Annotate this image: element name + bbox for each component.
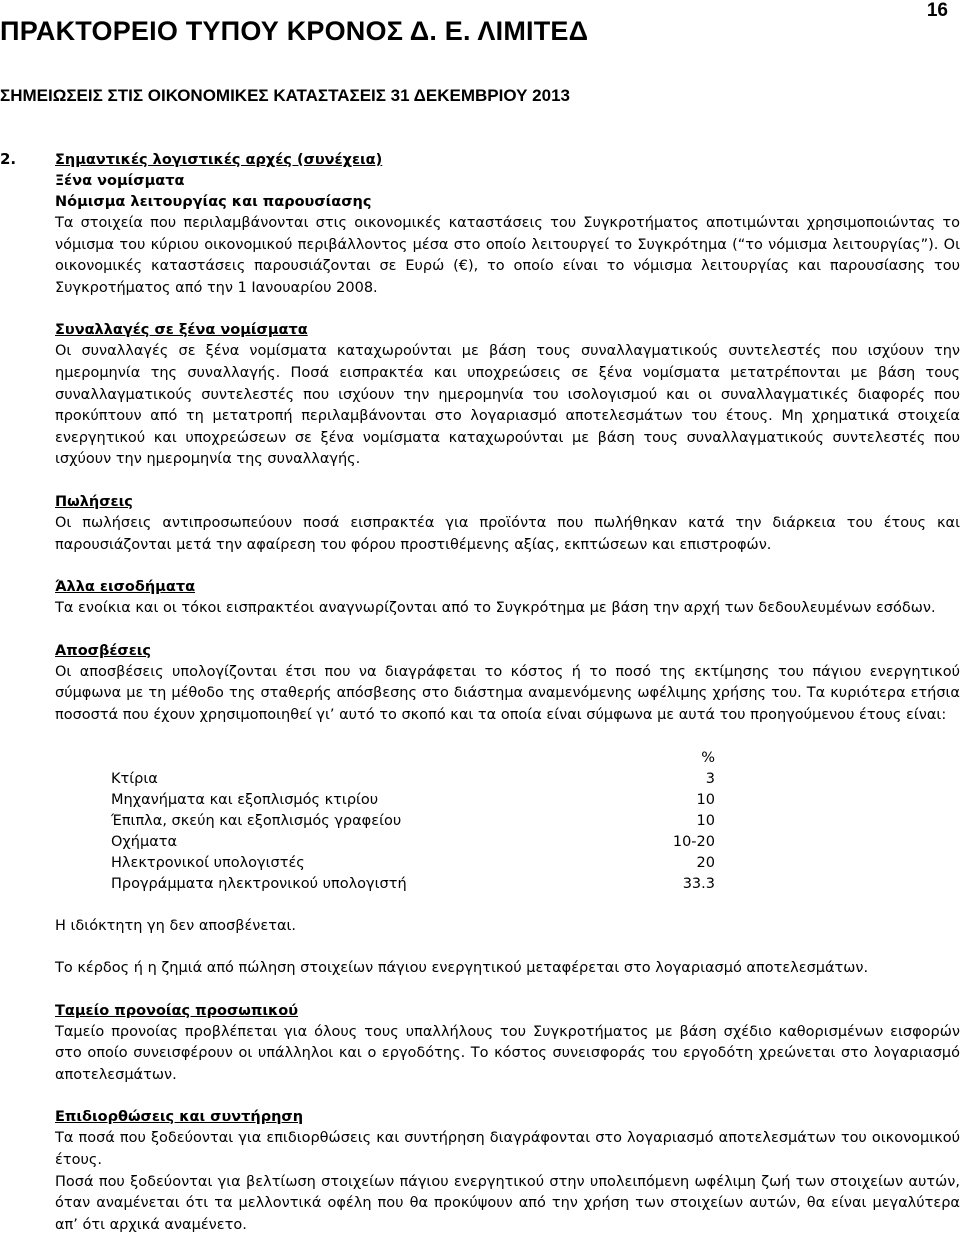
subsection-functional-currency: Νόμισμα λειτουργίας και παρουσίασης [55,194,372,210]
provident-fund-paragraph: Ταμείο προνοίας προβλέπεται για όλους τους υπαλλήλους του Συγκροτήματος με βάση σχέδιο καθορισμένων εισφορών στο οποίο συνεισφέρουν οι υπάλληλοι και ο εργοδότης. Το κόστος συνεισφοράς του εργοδότη χρεώνεται στο λογαριασμό αποτελεσμάτων. [55,1023,960,1083]
rate-row [111,811,715,832]
rate-value: 20 [696,854,715,871]
rate-row [111,769,715,790]
rate-row [111,874,715,895]
rate-label: Κτίρια [111,770,158,787]
depreciation-rates-table [111,748,715,895]
functional-currency-paragraph: Τα στοιχεία που περιλαμβάνονται στις οικονομικές καταστάσεις του Συγκροτήματος αποτιμώνται χρησιμοποιώντας το νόμισμα του κύριου οικονομικού περιβάλλοντος μέσα στο οποίο λειτουργεί το Συγκρότημα (“το νόμισμα λειτουργίας”). Οι οικονομικές καταστάσεις παρουσιάζονται σε Ευρώ (€), το οποίο είναι το νόμισμα λειτουργίας και παρουσίασης του Συγκροτήματος από την 1 Ιανουαρίου 2008. [55,215,960,296]
rate-value: 10 [696,791,715,808]
repairs-heading: Επιδιορθώσεις και συντήρηση [55,1109,304,1126]
rates-header-row [111,748,715,769]
depreciation-heading: Αποσβέσεις [55,642,152,659]
rate-label: Μηχανήματα και εξοπλισμός κτιρίου [111,791,379,808]
disposal-note: Το κέρδος ή η ζημιά από πώληση στοιχείων πάγιου ενεργητικού μεταφέρεται στο λογαριασμό αποτελεσμάτων. [55,960,869,977]
rate-row [111,853,715,874]
section-number: 2. [0,150,17,168]
rate-value: 3 [705,770,715,787]
depreciation-paragraph: Οι αποσβέσεις υπολογίζονται έτσι που να διαγράφεται το κόστος ή το ποσό της εκτίμησης του πάγιου ενεργητικού σύμφωνα με τη μέθοδο της σταθερής απόσβεσης στο διάστημα αναμενόμενης ωφέλιμης χρήσης του. Τα κυριότερα ετήσια ποσοστά που έχουν χρησιμοποιηθεί γι’ αυτό το σκοπό και τα οποία είναι σύμφωνα με αυτά του προηγούμενου έτους είναι: [55,663,960,723]
rate-row [111,832,715,853]
rate-label: Έπιπλα, σκεύη και εξοπλισμός γραφείου [111,812,402,829]
rate-value: 10-20 [672,833,715,850]
other-income-heading: Άλλα εισοδήματα [55,579,196,596]
page-number: 16 [926,0,948,21]
company-name: ΠΡΑΚΤΟΡΕΙΟ ΤΥΠΟΥ ΚΡΟΝΟΣ Δ. Ε. ΛΙΜΙΤΕΔ [0,16,589,46]
sales-paragraph: Οι πωλήσεις αντιπροσωπεύουν ποσά εισπρακτέα για προϊόντα που πωλήθηκαν κατά την διάρκεια του έτους και παρουσιάζονται μετά την αφαίρεση του φόρου προστιθέμενης αξίας, εκπτώσεων και επιστροφών. [55,514,960,553]
rate-value: 10 [696,812,715,829]
rate-value: 33.3 [682,875,715,892]
repairs-paragraph-2: Ποσά που ξοδεύονται για βελτίωση στοιχείων πάγιου ενεργητικού στην υπολειπόμενη ωφέλιμη ζωή των στοιχείων αυτών, όταν αναμένεται ότι τα μελλοντικά οφέλη που θα προκύψουν από την χρήση των στοιχείων αυτών, θα είναι μεγαλύτερα απ’ ότι αρχικά αναμένετο. [55,1173,960,1233]
rate-label: Οχήματα [111,833,178,850]
notes-subtitle: ΣΗΜΕΙΩΣΕΙΣ ΣΤΙΣ ΟΙΚΟΝΟΜΙΚΕΣ ΚΑΤΑΣΤΑΣΕΙΣ 31 ΔΕΚΕΜΒΡΙΟΥ 2013 [0,86,570,105]
percent-header: % [701,749,715,766]
rate-label: Προγράμματα ηλεκτρονικού υπολογιστή [111,875,407,892]
rate-label: Ηλεκτρονικοί υπολογιστές [111,854,305,871]
other-income-paragraph: Τα ενοίκια και οι τόκοι εισπρακτέοι αναγνωρίζονται από το Συγκρότημα με βάση την αρχή των δεδουλευμένων εσόδων. [55,600,936,617]
subsection-foreign-currency: Ξένα νομίσματα [55,173,185,189]
fx-transactions-paragraph: Οι συναλλαγές σε ξένα νομίσματα καταχωρούνται με βάση τους συναλλαγματικούς συντελεστές που ισχύουν την ημερομηνία της συναλλαγής. Ποσά εισπρακτέα και υποχρεώσεις σε ξένα νομίσματα μετατρέπονται με βάση τους συναλλαγματικούς συντελεστές που ισχύουν την ημερομηνία του ισολογισμού και οι συναλλαγματικές διαφορές που προκύπτουν από τη μετατροπή περιλαμβάνονται στο λογαριασμό αποτελεσμάτων του έτους. Μη χρηματικά στοιχεία ενεργητικού και υποχρεώσεων σε ξένα νομίσματα καταχωρούνται με βάση τους συναλλαγματικούς συντελεστές που ισχύουν την ημερομηνία της συναλλαγής. [55,343,960,468]
provident-fund-heading: Ταμείο προνοίας προσωπικού [55,1002,299,1019]
rate-row [111,790,715,811]
content-body [55,150,960,1236]
sales-heading: Πωλήσεις [55,493,133,510]
repairs-paragraph-1: Τα ποσά που ξοδεύονται για επιδιορθώσεις και συντήρηση διαγράφονται στο λογαριασμό αποτελεσμάτων του οικονομικού έτους. [55,1130,960,1169]
section-title: Σημαντικές λογιστικές αρχές (συνέχεια) [55,152,383,168]
fx-transactions-heading: Συναλλαγές σε ξένα νομίσματα [55,322,308,339]
land-note: Η ιδιόκτητη γη δεν αποσβένεται. [55,917,297,934]
